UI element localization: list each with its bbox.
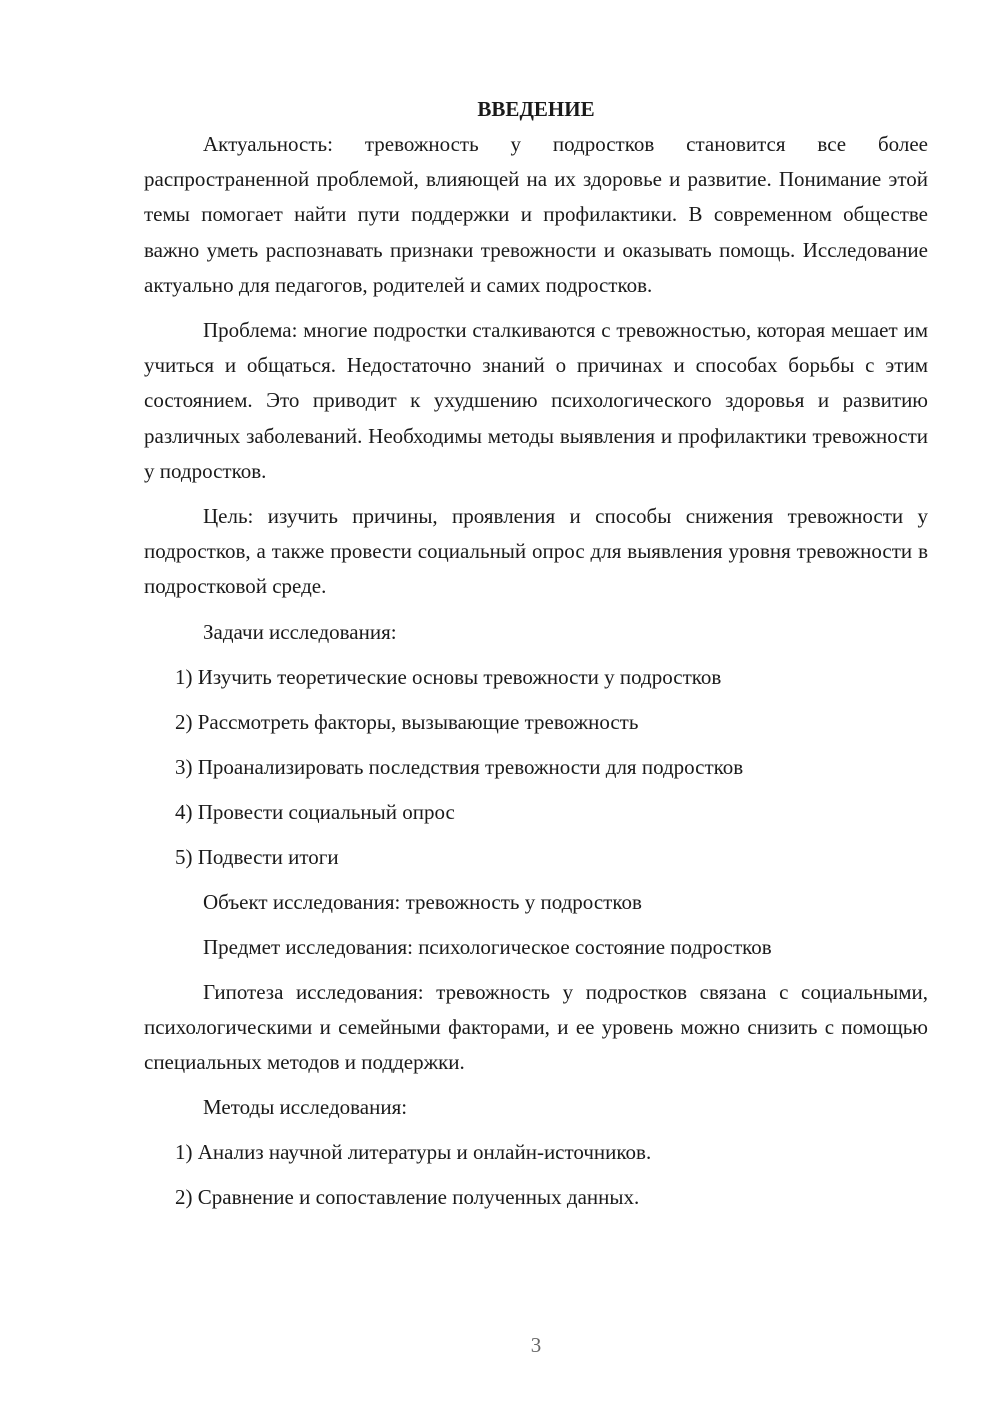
paragraph-relevance: Актуальность: тревожность у подростков становится все более распространенной проблемой, влияющей на их здоровье и развитие. Понимание этой темы помогает найти пути поддержки и профилактики. В современном обществе важно уметь распознавать признаки тревожности и оказывать помощь. Исследование актуально для педагогов, родителей и самих подростков. — [144, 132, 928, 297]
list-item: 1) Изучить теоретические основы тревожности у подростков — [175, 664, 722, 689]
list-item: 1) Анализ научной литературы и онлайн-источников. — [175, 1140, 652, 1165]
section-title: ВВЕДЕНИЕ — [477, 97, 595, 121]
paragraph-goal: Цель: изучить причины, проявления и способы снижения тревожности у подростков, а также провести социальный опрос для выявления уровня тревожности в подростковой среде. — [144, 504, 928, 599]
paragraph-problem: Проблема: многие подростки сталкиваются с тревожностью, которая мешает им учиться и общаться. Недостаточно знаний о причинах и способах борьбы с этим состоянием. Это приводит к ухудшению психологического здоровья и развитию различных заболеваний. Необходимы методы выявления и профилактики тревожности у подростков. — [144, 318, 928, 483]
paragraph-subject: Предмет исследования: психологическое состояние подростков — [203, 934, 772, 959]
methods-list — [144, 1135, 928, 1215]
list-item: 3) Проанализировать последствия тревожности для подростков — [175, 754, 744, 779]
paragraph-hypothesis: Гипотеза исследования: тревожность у подростков связана с социальными, психологическими и семейными факторами, и ее уровень можно снизить с помощью специальных методов и поддержки. — [144, 979, 928, 1075]
tasks-heading: Задачи исследования: — [203, 619, 397, 644]
document-page — [144, 92, 928, 1215]
list-item: 2) Рассмотреть факторы, вызывающие тревожность — [175, 709, 639, 734]
page-number: 3 — [530, 1333, 542, 1357]
methods-heading: Методы исследования: — [203, 1095, 408, 1120]
tasks-list — [144, 660, 928, 875]
list-item: 5) Подвести итоги — [175, 844, 339, 869]
paragraph-object: Объект исследования: тревожность у подростков — [203, 889, 642, 914]
list-item: 4) Провести социальный опрос — [175, 799, 455, 824]
list-item: 2) Сравнение и сопоставление полученных данных. — [175, 1185, 640, 1210]
